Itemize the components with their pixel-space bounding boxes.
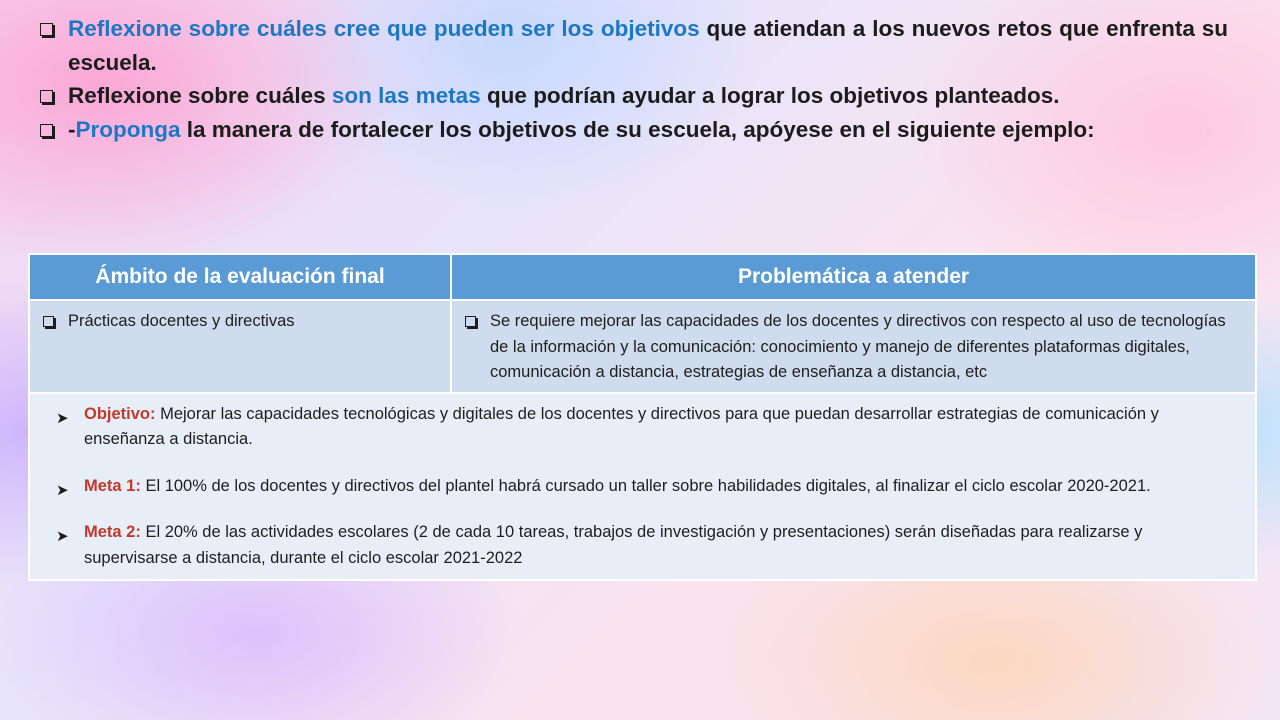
goal-text: El 20% de las actividades escolares (2 de cada 10 tareas, trabajos de investigación y presentaciones) serán diseñadas para realizarse y supervisarse a distancia, durante el ciclo escolar 2021-2022	[84, 523, 1143, 567]
goal-meta-1	[54, 474, 1237, 500]
instruction-text-pre: Reflexione sobre cuáles	[68, 83, 332, 108]
table-row	[29, 300, 1256, 393]
checkbox-square-icon	[40, 90, 53, 103]
instruction-text: que podrían ayudar a lograr los objetivos planteados.	[480, 83, 1060, 108]
instruction-item-2	[38, 79, 1228, 113]
goal-meta-2	[54, 520, 1237, 571]
ambito-text: Prácticas docentes y directivas	[68, 312, 295, 330]
goal-text: El 100% de los docentes y directivos del plantel habrá cursado un taller sobre habilidades digitales, al finalizar el ciclo escolar 2020-2021.	[140, 476, 1151, 495]
goal-text: Mejorar las capacidades tecnológicas y digitales de los docentes y directivos para que puedan desarrollar estrategias de comunicación y enseñanza a distancia.	[84, 404, 1159, 448]
goal-objetivo	[54, 402, 1237, 453]
header-problematica: Problemática a atender	[451, 254, 1256, 300]
instruction-highlight: son las metas	[331, 83, 481, 108]
checkbox-square-icon	[465, 316, 476, 327]
goals-cell	[29, 393, 1256, 581]
goal-label: Meta 1:	[84, 476, 141, 495]
table-header-row	[29, 254, 1256, 300]
evaluation-table	[28, 253, 1257, 581]
instruction-dash: -	[68, 116, 76, 142]
checkbox-square-icon	[40, 23, 53, 36]
arrow-right-icon: ➤	[56, 409, 69, 427]
problematica-text: Se requiere mejorar las capacidades de los docentes y directivos con respecto al uso de tecnologías de la información y la comunicación: conocimiento y manejo de diferentes plataformas digitales, comunicación a distancia, estrategias de enseñanza a distancia, etc	[490, 312, 1226, 381]
checkbox-square-icon	[40, 124, 53, 137]
checkbox-square-icon	[43, 316, 54, 327]
instruction-list	[38, 12, 1228, 146]
table-row	[29, 393, 1256, 581]
header-ambito: Ámbito de la evaluación final	[29, 254, 451, 300]
instruction-text: que atiendan a los nuevos retos que enfrenta su escuela.	[68, 16, 1228, 75]
list-item	[40, 309, 444, 335]
instruction-item-3	[38, 113, 1228, 147]
instruction-text: la manera de fortalecer los objetivos de su escuela, apóyese en el siguiente ejemplo:	[180, 116, 1095, 142]
ambito-cell	[29, 300, 451, 393]
problematica-cell	[451, 300, 1256, 393]
list-item	[462, 309, 1245, 386]
goal-label: Meta 2:	[84, 523, 141, 541]
arrow-right-icon: ➤	[56, 528, 69, 545]
arrow-right-icon: ➤	[56, 481, 69, 499]
goal-label: Objetivo:	[84, 404, 156, 423]
instruction-highlight: Reflexione sobre cuáles cree que pueden ser los objetivos	[68, 16, 700, 41]
instruction-item-1	[38, 12, 1228, 79]
instruction-highlight: Proponga	[75, 116, 181, 142]
